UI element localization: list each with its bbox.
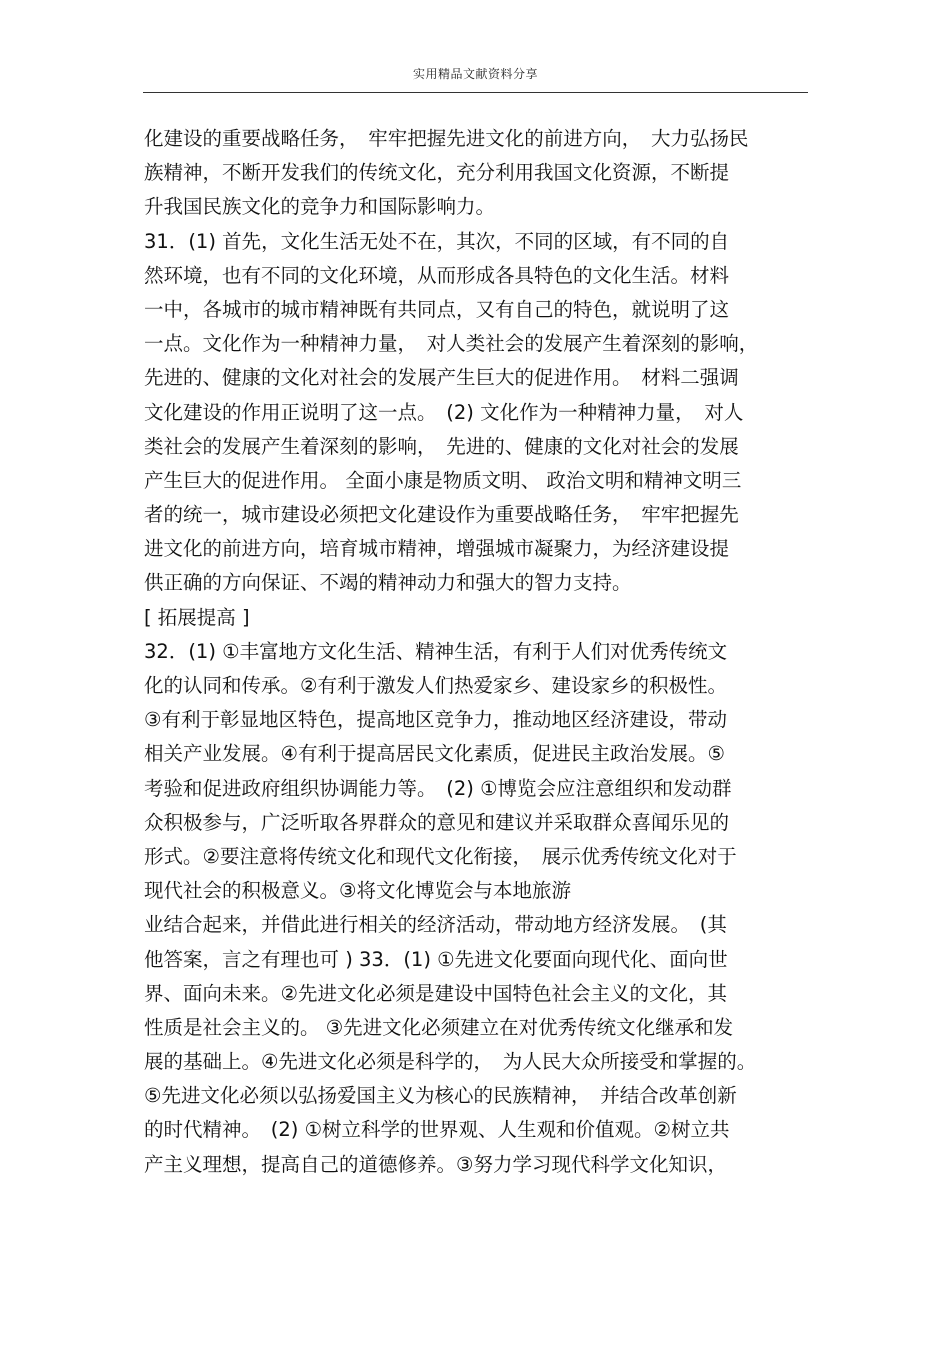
text-line: 族精神，不断开发我们的传统文化，充分利用我国文化资源，不断提 (144, 161, 730, 185)
text-line: 形式。②要注意将传统文化和现代文化衔接， 展示优秀传统文化对于 (144, 844, 737, 868)
page-header-title: 实用精品文献资料分享 (412, 67, 538, 81)
body-text (144, 122, 809, 1182)
text-line: 31．(1) 首先，文化生活无处不在，其次，不同的区域，有不同的自 (144, 229, 730, 253)
text-line: 32．(1) ①丰富地方文化生活、精神生活，有利于人们对优秀传统文 (144, 639, 728, 663)
text-line: 业结合起来，并借此进行相关的经济活动，带动地方经济发展。 (其 (144, 913, 727, 937)
text-line: 供正确的方向保证、不竭的精神动力和强大的智力支持。 (144, 571, 632, 595)
text-line: 展的基础上。④先进文化必须是科学的， 为人民大众所接受和掌握的。 (144, 1050, 757, 1074)
text-line: 众积极参与，广泛听取各界群众的意见和建议并采取群众喜闻乐见的 (144, 810, 730, 834)
text-line: 性质是社会主义的。 ③先进文化必须建立在对优秀传统文化继承和发 (144, 1015, 734, 1039)
text-line: 他答案，言之有理也可 ) 33．(1) ①先进文化要面向现代化、面向世 (144, 947, 728, 971)
text-line: 进文化的前进方向，培育城市精神，增强城市凝聚力，为经济建设提 (144, 537, 730, 561)
header-divider (143, 92, 808, 93)
text-line: 相关产业发展。④有利于提高居民文化素质，促进民主政治发展。⑤ (144, 742, 725, 766)
text-line: 化建设的重要战略任务， 牢牢把握先进文化的前进方向， 大力弘扬民 (144, 127, 749, 150)
text-line: ⑤先进文化必须以弘扬爱国主义为核心的民族精神， 并结合改革创新 (144, 1084, 737, 1108)
text-line: 者的统一，城市建设必须把文化建设作为重要战略任务， 牢牢把握先 (144, 503, 739, 527)
text-line: 一中，各城市的城市精神既有共同点，又有自己的特色，就说明了这 (144, 297, 730, 321)
text-line: 考验和促进政府组织协调能力等。 (2) ①博览会应注意组织和发动群 (144, 776, 732, 800)
text-line: 类社会的发展产生着深刻的影响， 先进的、健康的文化对社会的发展 (144, 434, 739, 458)
text-line: 升我国民族文化的竞争力和国际影响力。 (144, 195, 496, 219)
text-line: 一点。文化作为一种精神力量， 对人类社会的发展产生着深刻的影响， (144, 332, 759, 356)
text-line: 的时代精神。 (2) ①树立科学的世界观、人生观和价值观。②树立共 (144, 1118, 730, 1142)
text-line: 现代社会的积极意义。③将文化博览会与本地旅游 (144, 879, 571, 903)
section-heading: [ 拓展提高 ] (144, 605, 250, 629)
text-line: 然环境，也有不同的文化环境，从而形成各具特色的文化生活。材料 (144, 263, 730, 287)
text-line: 产生巨大的促进作用。 全面小康是物质文明、 政治文明和精神文明三 (144, 468, 742, 492)
text-line: 先进的、健康的文化对社会的发展产生巨大的促进作用。 材料二强调 (144, 366, 739, 390)
text-line: 化的认同和传承。②有利于激发人们热爱家乡、建设家乡的积极性。 (144, 674, 727, 697)
text-line: 产主义理想，提高自己的道德修养。③努力学习现代科学文化知识， (144, 1152, 727, 1176)
text-line: 界、面向未来。②先进文化必须是建设中国特色社会主义的文化，其 (144, 981, 727, 1005)
text-line: ③有利于彰显地区特色，提高地区竞争力，推动地区经济建设，带动 (144, 708, 727, 732)
text-line: 文化建设的作用正说明了这一点。 (2) 文化作为一种精神力量， 对人 (144, 400, 744, 424)
